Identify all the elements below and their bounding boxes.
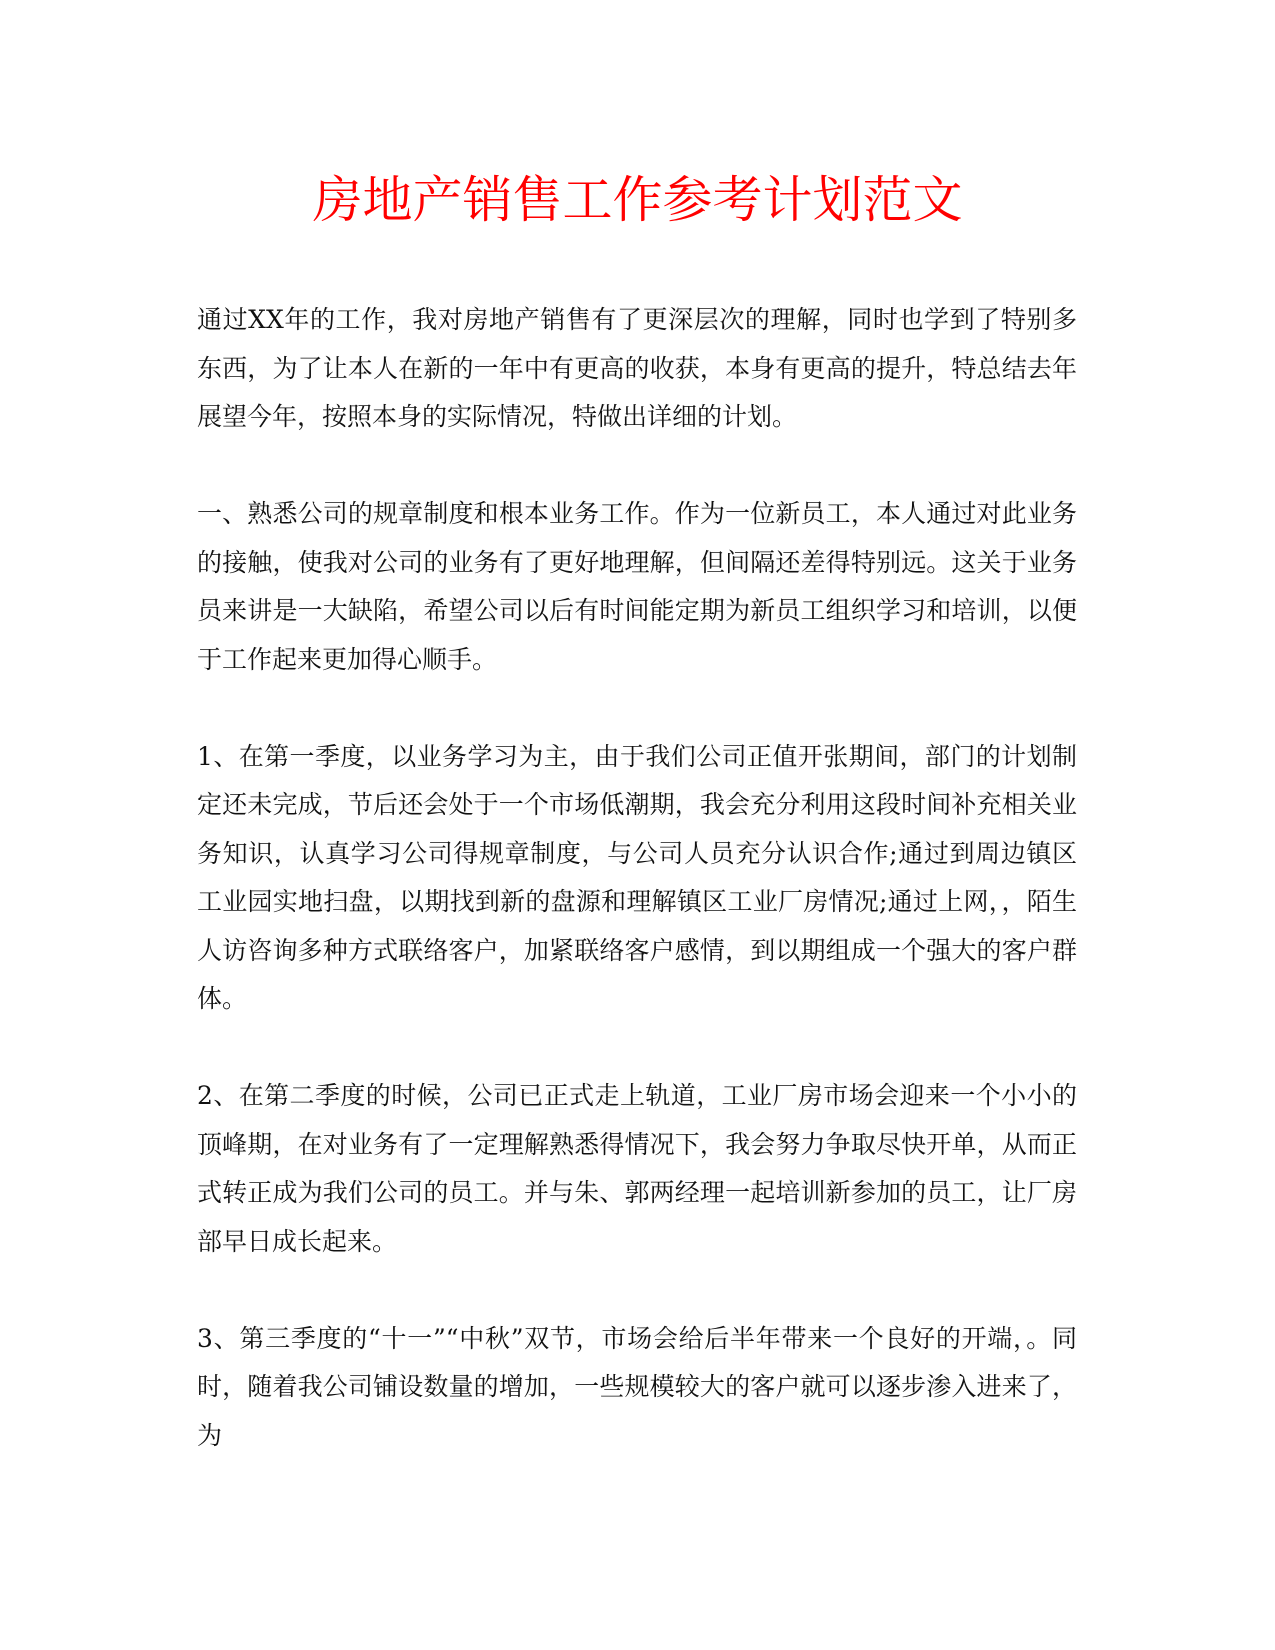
paragraph-quarter-two: 2、在第二季度的时候，公司已正式走上轨道，工业厂房市场会迎来一个小小的顶峰期，在对业务有了一定理解熟悉得情况下，我会努力争取尽快开单，从而正式转正成为我们公司的员工。并与朱、郭两经理一起培训新参加的员工，让厂房部早日成长起来。: [197, 1081, 1077, 1256]
paragraph-section-one: 一、熟悉公司的规章制度和根本业务工作。作为一位新员工，本人通过对此业务的接触，使我对公司的业务有了更好地理解，但间隔还差得特别远。这关于业务员来讲是一大缺陷，希望公司以后有时间能定期为新员工组织学习和培训，以便于工作起来更加得心顺手。: [197, 499, 1077, 674]
paragraph-quarter-one: 1、在第一季度，以业务学习为主，由于我们公司正值开张期间，部门的计划制定还未完成，节后还会处于一个市场低潮期，我会充分利用这段时间补充相关业务知识，认真学习公司得规章制度，与公司人员充分认识合作;通过到周边镇区工业园实地扫盘，以期找到新的盘源和理解镇区工业厂房情况;通过上网，，陌生人访咨询多种方式联络客户，加紧联络客户感情，到以期组成一个强大的客户群体。: [197, 741, 1077, 1013]
document-body: [197, 296, 1077, 1509]
document-title: 房地产销售工作参考计划范文: [312, 171, 963, 229]
paragraph-quarter-three: 3、第三季度的“十一”“中秋”双节，市场会给后半年带来一个良好的开端，。同时，随着我公司铺设数量的增加，一些规模较大的客户就可以逐步渗入进来了，为: [197, 1323, 1077, 1450]
paragraph-intro: 通过XX年的工作，我对房地产销售有了更深层次的理解，同时也学到了特别多东西，为了让本人在新的一年中有更高的收获，本身有更高的提升，特总结去年展望今年，按照本身的实际情况，特做出详细的计划。: [197, 305, 1077, 431]
